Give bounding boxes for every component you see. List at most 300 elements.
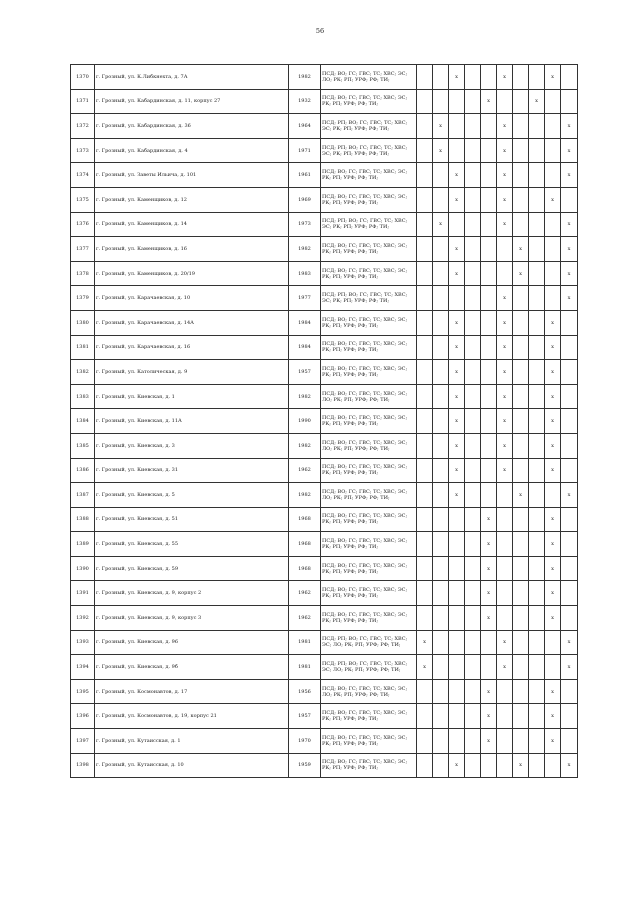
mark-cell [513, 212, 529, 237]
mark-cell [545, 261, 561, 286]
mark-cell [497, 89, 513, 114]
mark-cell [417, 704, 433, 729]
year-cell: 1982 [289, 65, 321, 90]
mark-cell [417, 212, 433, 237]
mark-cell: x [481, 704, 497, 729]
mark-cell [433, 753, 449, 778]
mark-cell: x [481, 532, 497, 557]
row-number: 1378 [71, 261, 95, 286]
mark-cell [433, 507, 449, 532]
mark-cell [497, 679, 513, 704]
address-cell: г. Грозный, ул. Киевская, д. 5 [95, 483, 289, 508]
mark-cell [561, 89, 578, 114]
row-number: 1390 [71, 556, 95, 581]
services-cell: ПСД; ВО; ГС; ГВС; ТС; ХВС; ЭС; РК; РП; УРФ; РФ; ТИ; [321, 89, 417, 114]
table-row [71, 655, 578, 680]
mark-cell [417, 286, 433, 311]
services-cell: ПСД; ВО; ГС; ГВС; ТС; ХВС; ЭС; РК; РП; УРФ; РФ; ТИ; [321, 163, 417, 188]
mark-cell [545, 138, 561, 163]
row-number: 1370 [71, 65, 95, 90]
mark-cell [545, 237, 561, 262]
mark-cell [433, 483, 449, 508]
mark-cell: x [545, 581, 561, 606]
address-cell: г. Грозный, ул. Каменщиков, д. 20/19 [95, 261, 289, 286]
address-cell: г. Грозный, ул. Киевская, д. 96 [95, 630, 289, 655]
row-number: 1383 [71, 384, 95, 409]
table-row [71, 163, 578, 188]
mark-cell [449, 212, 465, 237]
mark-cell [449, 655, 465, 680]
mark-cell [545, 212, 561, 237]
table-row [71, 483, 578, 508]
year-cell: 1981 [289, 655, 321, 680]
address-cell: г. Грозный, ул. Киевская, д. 59 [95, 556, 289, 581]
mark-cell [465, 237, 481, 262]
mark-cell [529, 458, 545, 483]
mark-cell [465, 138, 481, 163]
mark-cell: x [481, 556, 497, 581]
year-cell: 1990 [289, 409, 321, 434]
mark-cell [497, 556, 513, 581]
mark-cell: x [497, 212, 513, 237]
services-cell: ПСД; ВО; ГС; ГВС; ТС; ХВС; ЭС; ЛО; РК; РП; УРФ; РФ; ТИ; [321, 679, 417, 704]
mark-cell [529, 335, 545, 360]
mark-cell [433, 606, 449, 631]
mark-cell [417, 335, 433, 360]
table-row [71, 237, 578, 262]
mark-cell [545, 483, 561, 508]
address-cell: г. Грозный, ул. Карачаевская, д. 10 [95, 286, 289, 311]
year-cell: 1962 [289, 606, 321, 631]
mark-cell [561, 310, 578, 335]
mark-cell [465, 483, 481, 508]
row-number: 1375 [71, 187, 95, 212]
mark-cell [465, 360, 481, 385]
mark-cell [465, 630, 481, 655]
mark-cell: x [417, 630, 433, 655]
row-number: 1387 [71, 483, 95, 508]
mark-cell: x [529, 89, 545, 114]
services-cell: ПСД; ВО; ГС; ГВС; ТС; ХВС; ЭС; РК; РП; УРФ; РФ; ТИ; [321, 237, 417, 262]
mark-cell: x [449, 483, 465, 508]
mark-cell [449, 630, 465, 655]
mark-cell [481, 384, 497, 409]
mark-cell [513, 507, 529, 532]
mark-cell: x [545, 532, 561, 557]
mark-cell: x [449, 458, 465, 483]
table-row [71, 532, 578, 557]
mark-cell [465, 409, 481, 434]
mark-cell [417, 114, 433, 139]
address-cell: г. Грозный, ул. Киевская, д. 11А [95, 409, 289, 434]
mark-cell [433, 704, 449, 729]
mark-cell [497, 704, 513, 729]
mark-cell [529, 753, 545, 778]
address-cell: г. Грозный, ул. Заветы Ильича, д. 101 [95, 163, 289, 188]
mark-cell [465, 89, 481, 114]
mark-cell [433, 89, 449, 114]
row-number: 1371 [71, 89, 95, 114]
mark-cell [449, 606, 465, 631]
mark-cell [513, 286, 529, 311]
mark-cell [417, 556, 433, 581]
mark-cell: x [513, 237, 529, 262]
mark-cell [481, 261, 497, 286]
address-cell: г. Грозный, ул. Киевская, д. 9, корпус 2 [95, 581, 289, 606]
mark-cell [465, 704, 481, 729]
table-row [71, 630, 578, 655]
mark-cell: x [545, 679, 561, 704]
mark-cell: x [561, 655, 578, 680]
mark-cell [481, 409, 497, 434]
row-number: 1393 [71, 630, 95, 655]
mark-cell [465, 729, 481, 754]
row-number: 1395 [71, 679, 95, 704]
mark-cell [433, 581, 449, 606]
mark-cell [417, 187, 433, 212]
year-cell: 1982 [289, 483, 321, 508]
year-cell: 1956 [289, 679, 321, 704]
address-cell: г. Грозный, ул. Киевская, д. 31 [95, 458, 289, 483]
row-number: 1391 [71, 581, 95, 606]
mark-cell: x [497, 458, 513, 483]
mark-cell: x [497, 114, 513, 139]
mark-cell [561, 532, 578, 557]
mark-cell: x [561, 212, 578, 237]
mark-cell [465, 458, 481, 483]
table-row [71, 409, 578, 434]
table-row [71, 704, 578, 729]
mark-cell [449, 679, 465, 704]
row-number: 1394 [71, 655, 95, 680]
mark-cell [465, 606, 481, 631]
year-cell: 1957 [289, 360, 321, 385]
mark-cell [561, 581, 578, 606]
address-cell: г. Грозный, ул. Киевская, д. 55 [95, 532, 289, 557]
mark-cell [561, 507, 578, 532]
table-row [71, 384, 578, 409]
mark-cell [513, 704, 529, 729]
services-cell: ПСД; РП; ВО; ГС; ГВС; ТС; ХВС; ЭС; РК; РП; УРФ; РФ; ТИ; [321, 138, 417, 163]
mark-cell [513, 187, 529, 212]
table-row [71, 753, 578, 778]
mark-cell: x [561, 163, 578, 188]
mark-cell [465, 65, 481, 90]
mark-cell [545, 114, 561, 139]
mark-cell: x [449, 261, 465, 286]
mark-cell: x [449, 384, 465, 409]
mark-cell [465, 163, 481, 188]
mark-cell [529, 630, 545, 655]
mark-cell: x [561, 483, 578, 508]
mark-cell: x [497, 630, 513, 655]
mark-cell [529, 187, 545, 212]
mark-cell: x [449, 310, 465, 335]
mark-cell [481, 433, 497, 458]
services-cell: ПСД; РП; ВО; ГС; ГВС; ТС; ХВС; ЭС; ЛО; РК; РП; УРФ; РФ; ТИ; [321, 655, 417, 680]
mark-cell: x [545, 335, 561, 360]
mark-cell [465, 433, 481, 458]
address-cell: г. Грозный, ул. Карачаевская, д. 16 [95, 335, 289, 360]
services-cell: ПСД; ВО; ГС; ГВС; ТС; ХВС; ЭС; РК; РП; УРФ; РФ; ТИ; [321, 335, 417, 360]
mark-cell [465, 532, 481, 557]
mark-cell [561, 360, 578, 385]
services-cell: ПСД; ВО; ГС; ГВС; ТС; ХВС; ЭС; РК; РП; УРФ; РФ; ТИ; [321, 507, 417, 532]
mark-cell [497, 729, 513, 754]
services-cell: ПСД; ВО; ГС; ГВС; ТС; ХВС; ЭС; РК; РП; УРФ; РФ; ТИ; [321, 187, 417, 212]
mark-cell: x [545, 187, 561, 212]
mark-cell: x [449, 335, 465, 360]
mark-cell [529, 360, 545, 385]
mark-cell: x [497, 409, 513, 434]
year-cell: 1984 [289, 310, 321, 335]
mark-cell [433, 360, 449, 385]
mark-cell [481, 286, 497, 311]
address-cell: г. Грозный, ул. Каменщиков, д. 16 [95, 237, 289, 262]
mark-cell [465, 655, 481, 680]
address-cell: г. Грозный, ул. К.Либкнехта, д. 7А [95, 65, 289, 90]
year-cell: 1981 [289, 630, 321, 655]
mark-cell [465, 335, 481, 360]
mark-cell: x [561, 630, 578, 655]
mark-cell [449, 556, 465, 581]
mark-cell: x [497, 65, 513, 90]
year-cell: 1932 [289, 89, 321, 114]
table-row [71, 507, 578, 532]
table-row [71, 65, 578, 90]
mark-cell [513, 409, 529, 434]
mark-cell [513, 458, 529, 483]
mark-cell [449, 532, 465, 557]
table-row [71, 433, 578, 458]
mark-cell [545, 286, 561, 311]
mark-cell: x [497, 310, 513, 335]
mark-cell [449, 89, 465, 114]
mark-cell [417, 753, 433, 778]
mark-cell [529, 261, 545, 286]
mark-cell [529, 212, 545, 237]
address-cell: г. Грозный, ул. Киевская, д. 51 [95, 507, 289, 532]
mark-cell [465, 212, 481, 237]
address-cell: г. Грозный, ул. Кабардинская, д. 11, корпус 27 [95, 89, 289, 114]
mark-cell [545, 753, 561, 778]
mark-cell: x [449, 65, 465, 90]
mark-cell [417, 65, 433, 90]
mark-cell [481, 138, 497, 163]
mark-cell [449, 114, 465, 139]
mark-cell [417, 507, 433, 532]
year-cell: 1982 [289, 433, 321, 458]
row-number: 1385 [71, 433, 95, 458]
mark-cell: x [497, 655, 513, 680]
mark-cell [513, 729, 529, 754]
mark-cell [465, 310, 481, 335]
mark-cell [497, 261, 513, 286]
mark-cell [417, 581, 433, 606]
services-cell: ПСД; ВО; ГС; ГВС; ТС; ХВС; ЭС; РК; РП; УРФ; РФ; ТИ; [321, 310, 417, 335]
mark-cell [513, 89, 529, 114]
mark-cell [417, 606, 433, 631]
mark-cell [513, 630, 529, 655]
mark-cell: x [545, 606, 561, 631]
mark-cell: x [449, 237, 465, 262]
year-cell: 1968 [289, 507, 321, 532]
mark-cell [417, 360, 433, 385]
mark-cell [449, 286, 465, 311]
table-row [71, 335, 578, 360]
year-cell: 1969 [289, 187, 321, 212]
mark-cell [433, 556, 449, 581]
mark-cell [465, 581, 481, 606]
mark-cell [561, 729, 578, 754]
table-row [71, 556, 578, 581]
year-cell: 1984 [289, 335, 321, 360]
mark-cell [433, 237, 449, 262]
mark-cell [561, 679, 578, 704]
year-cell: 1977 [289, 286, 321, 311]
row-number: 1380 [71, 310, 95, 335]
page-number: 56 [315, 27, 325, 35]
mark-cell: x [433, 138, 449, 163]
mark-cell [417, 679, 433, 704]
mark-cell [529, 310, 545, 335]
address-cell: г. Грозный, ул. Космонавтов, д. 17 [95, 679, 289, 704]
mark-cell [561, 409, 578, 434]
mark-cell [497, 507, 513, 532]
row-number: 1396 [71, 704, 95, 729]
mark-cell [529, 483, 545, 508]
row-number: 1381 [71, 335, 95, 360]
row-number: 1376 [71, 212, 95, 237]
mark-cell [417, 532, 433, 557]
mark-cell: x [545, 65, 561, 90]
mark-cell: x [545, 360, 561, 385]
mark-cell [433, 630, 449, 655]
mark-cell [561, 704, 578, 729]
row-number: 1384 [71, 409, 95, 434]
mark-cell: x [561, 138, 578, 163]
year-cell: 1962 [289, 458, 321, 483]
services-cell: ПСД; РП; ВО; ГС; ГВС; ТС; ХВС; ЭС; РК; РП; УРФ; РФ; ТИ; [321, 286, 417, 311]
mark-cell [513, 606, 529, 631]
services-cell: ПСД; РП; ВО; ГС; ГВС; ТС; ХВС; ЭС; РК; РП; УРФ; РФ; ТИ; [321, 114, 417, 139]
table-row [71, 581, 578, 606]
mark-cell [529, 704, 545, 729]
table-row [71, 729, 578, 754]
mark-cell: x [481, 581, 497, 606]
mark-cell: x [481, 729, 497, 754]
year-cell: 1971 [289, 138, 321, 163]
mark-cell [513, 65, 529, 90]
mark-cell [417, 310, 433, 335]
mark-cell: x [561, 261, 578, 286]
mark-cell [433, 187, 449, 212]
mark-cell [513, 163, 529, 188]
address-cell: г. Грозный, ул. Кутаисская, д. 10 [95, 753, 289, 778]
mark-cell: x [545, 458, 561, 483]
mark-cell: x [497, 433, 513, 458]
mark-cell [529, 384, 545, 409]
mark-cell: x [481, 606, 497, 631]
mark-cell [433, 261, 449, 286]
row-number: 1382 [71, 360, 95, 385]
mark-cell [481, 163, 497, 188]
mark-cell [545, 655, 561, 680]
mark-cell [449, 729, 465, 754]
services-cell: ПСД; ВО; ГС; ГВС; ТС; ХВС; ЭС; РК; РП; УРФ; РФ; ТИ; [321, 704, 417, 729]
mark-cell [513, 655, 529, 680]
mark-cell: x [497, 384, 513, 409]
services-cell: ПСД; ВО; ГС; ГВС; ТС; ХВС; ЭС; ЛО; РК; РП; УРФ; РФ; ТИ; [321, 433, 417, 458]
mark-cell [417, 409, 433, 434]
mark-cell [529, 729, 545, 754]
mark-cell [481, 483, 497, 508]
mark-cell: x [545, 384, 561, 409]
mark-cell [433, 335, 449, 360]
mark-cell [417, 89, 433, 114]
table-row [71, 187, 578, 212]
mark-cell [513, 556, 529, 581]
mark-cell: x [561, 114, 578, 139]
mark-cell [433, 655, 449, 680]
mark-cell [481, 360, 497, 385]
row-number: 1377 [71, 237, 95, 262]
row-number: 1372 [71, 114, 95, 139]
services-cell: ПСД; ВО; ГС; ГВС; ТС; ХВС; ЭС; РК; РП; УРФ; РФ; ТИ; [321, 606, 417, 631]
row-number: 1374 [71, 163, 95, 188]
year-cell: 1968 [289, 532, 321, 557]
mark-cell [417, 261, 433, 286]
services-cell: ПСД; ВО; ГС; ГВС; ТС; ХВС; ЭС; ЛО; РК; РП; УРФ; РФ; ТИ; [321, 65, 417, 90]
mark-cell: x [561, 237, 578, 262]
mark-cell [545, 89, 561, 114]
mark-cell [465, 261, 481, 286]
mark-cell [529, 163, 545, 188]
table-row [71, 286, 578, 311]
mark-cell: x [497, 138, 513, 163]
mark-cell [529, 679, 545, 704]
year-cell: 1962 [289, 581, 321, 606]
mark-cell: x [417, 655, 433, 680]
mark-cell [513, 114, 529, 139]
mark-cell [481, 753, 497, 778]
row-number: 1392 [71, 606, 95, 631]
table-row [71, 606, 578, 631]
mark-cell [481, 335, 497, 360]
mark-cell: x [545, 310, 561, 335]
mark-cell [481, 310, 497, 335]
mark-cell: x [513, 261, 529, 286]
row-number: 1379 [71, 286, 95, 311]
services-cell: ПСД; ВО; ГС; ГВС; ТС; ХВС; ЭС; РК; РП; УРФ; РФ; ТИ; [321, 753, 417, 778]
mark-cell [433, 286, 449, 311]
row-number: 1397 [71, 729, 95, 754]
mark-cell [513, 335, 529, 360]
mark-cell [433, 409, 449, 434]
mark-cell [529, 237, 545, 262]
address-cell: г. Грозный, ул. Киевская, д. 3 [95, 433, 289, 458]
services-cell: ПСД; ВО; ГС; ГВС; ТС; ХВС; ЭС; РК; РП; УРФ; РФ; ТИ; [321, 581, 417, 606]
address-cell: г. Грозный, ул. Кабардинская, д. 4 [95, 138, 289, 163]
mark-cell: x [449, 187, 465, 212]
address-cell: г. Грозный, ул. Кутаисская, д. 1 [95, 729, 289, 754]
mark-cell [465, 556, 481, 581]
mark-cell [481, 114, 497, 139]
address-cell: г. Грозный, ул. Католическая, д. 9 [95, 360, 289, 385]
mark-cell [513, 384, 529, 409]
mark-cell: x [513, 753, 529, 778]
mark-cell [545, 630, 561, 655]
